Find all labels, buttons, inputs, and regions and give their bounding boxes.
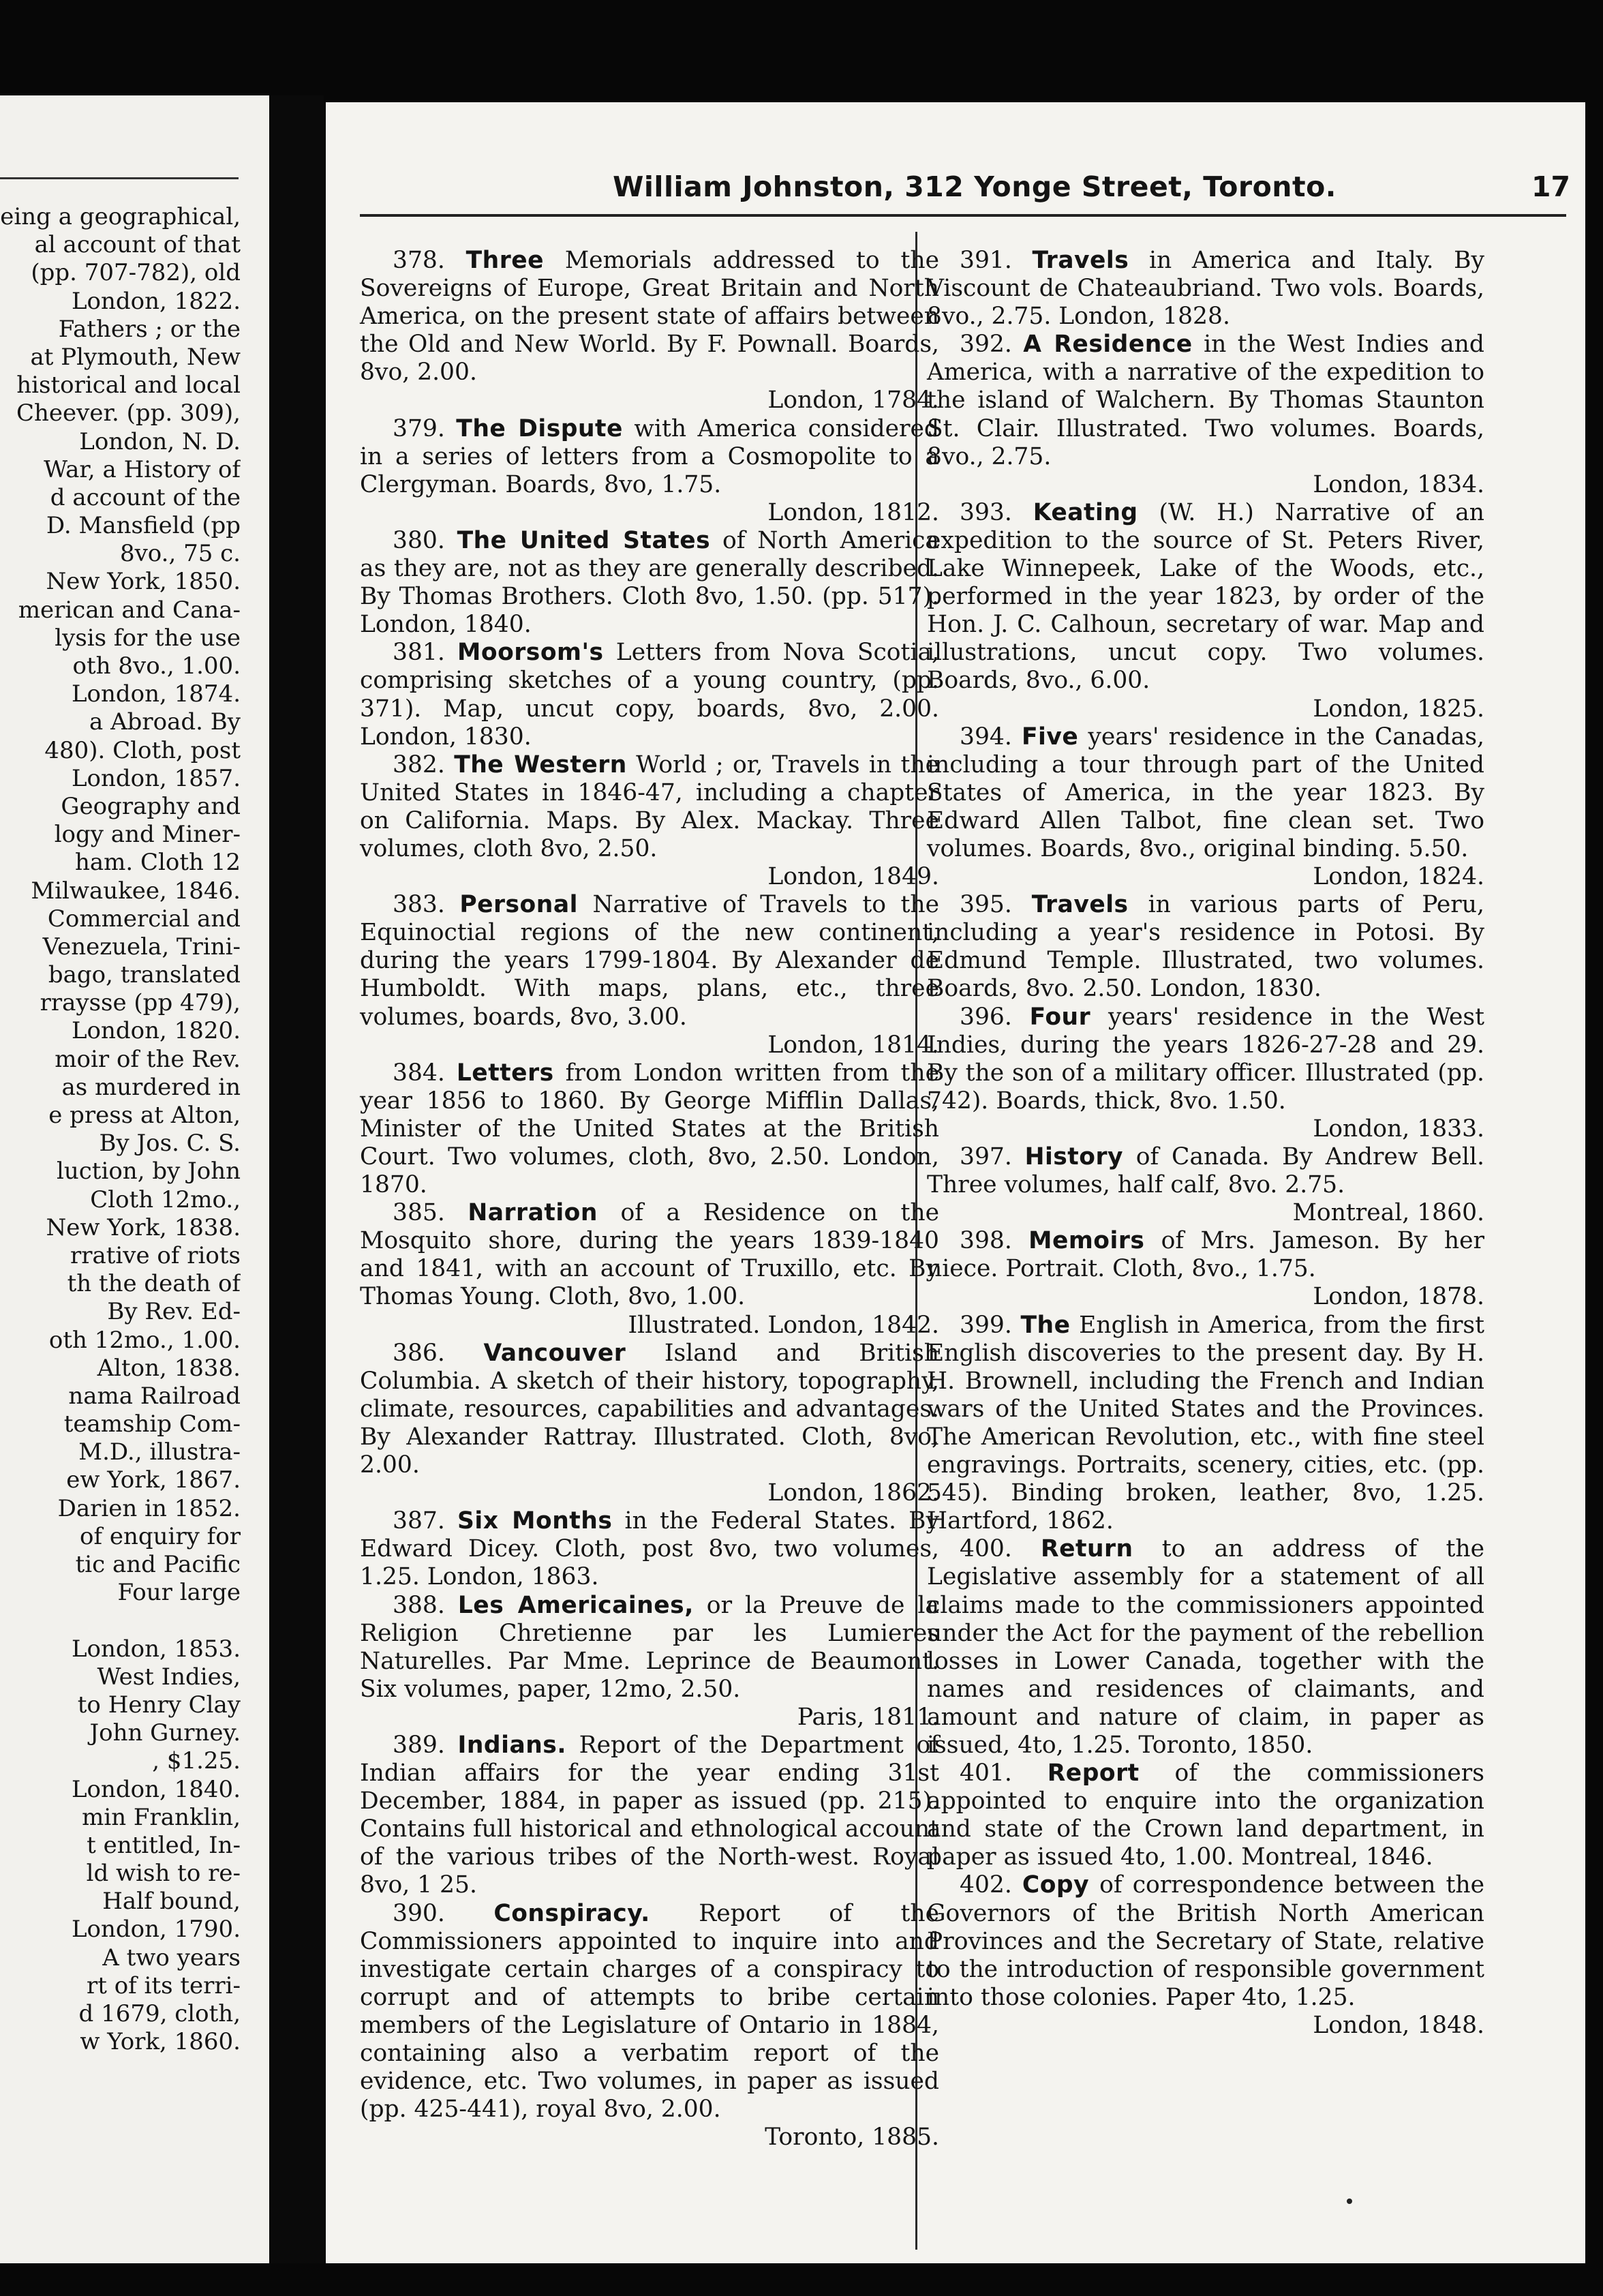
entry-text: years' residence in the West Indies, during the years 1826-27-28 and 29. By the son of a military officer. Illustrated (pp. 742). Boards, thick, 8vo. 1.50. <box>927 1003 1484 1115</box>
entry-text: Island and British Columbia. A sketch of their history, topography, climate, resources, capabilities and advantages. By Alexander Rattray. Illustrated. Cloth, 8vo, 2.00. <box>360 1339 939 1479</box>
facing-page-line: Milwaukee, 1846. <box>31 877 241 905</box>
entry-keyword: Six Months <box>457 1507 613 1535</box>
catalogue-entry <box>927 891 1484 1003</box>
facing-page-line: D. Mansfield (pp <box>46 512 241 540</box>
entry-text: of North America as they are, not as they are generally described. By Thomas Brothers. Cloth 8vo, 1.50. (pp. 517). London, 1840. <box>360 526 939 639</box>
page-number: 17 <box>1531 170 1570 203</box>
entry-text: English in America, from the first English discoveries to the present day. By H. H. Brownell, including the French and Indian wars of the United States and the Provinces. The American Revolution, etc., with fine steel engravings. Portraits, scenery, cities, etc. (pp. 545). Binding broken, leather, 8vo, 1.25. Hartford, 1862. <box>927 1311 1484 1535</box>
entry-number: 389. <box>393 1731 458 1759</box>
entry-number: 402. <box>960 1871 1022 1899</box>
entry-imprint: Illustrated. London, 1842. <box>628 1311 939 1339</box>
facing-page-line: (pp. 707-782), old <box>31 259 241 287</box>
facing-page-line: London, 1790. <box>71 1916 241 1944</box>
entry-keyword: Travels <box>1031 891 1129 919</box>
entry-keyword: Les Americaines, <box>457 1591 694 1619</box>
entry-keyword: Three <box>465 247 545 274</box>
entry-keyword: The <box>1020 1311 1071 1339</box>
facing-page-line: Cloth 12mo., <box>90 1185 241 1213</box>
catalogue-entry <box>360 1199 939 1339</box>
catalogue-entry <box>927 723 1484 892</box>
entry-number: 381. <box>393 639 458 667</box>
entry-number: 379. <box>393 414 457 442</box>
facing-page-line: Commercial and <box>47 905 241 933</box>
entry-keyword: Letters <box>456 1059 554 1087</box>
facing-page-line: London, 1874. <box>71 680 241 708</box>
entry-number: 387. <box>393 1507 458 1535</box>
facing-page-line: Darien in 1852. <box>57 1494 241 1522</box>
entry-keyword: The United States <box>457 526 711 554</box>
facing-page-line: teamship Com- <box>63 1410 241 1438</box>
facing-page-fragment <box>0 95 269 2263</box>
facing-page-line: ld wish to re- <box>86 1860 241 1888</box>
catalogue-entry <box>927 1003 1484 1143</box>
facing-page-line: Venezuela, Trini- <box>42 933 241 961</box>
facing-page-line: London, 1840. <box>71 1775 241 1803</box>
facing-page-line: luction, by John <box>56 1158 241 1185</box>
entry-imprint: London, 1824. <box>1313 863 1484 891</box>
catalogue-entry <box>360 415 939 527</box>
facing-page-line: t entitled, In- <box>87 1831 241 1859</box>
facing-page-line: as murdered in <box>61 1073 241 1101</box>
entry-imprint: London, 1834. <box>1313 470 1484 498</box>
facing-page-line: London, 1820. <box>71 1017 241 1045</box>
entry-number: 394. <box>960 723 1022 751</box>
facing-page-line: London, 1853. <box>71 1635 241 1663</box>
entry-imprint: London, 1878. <box>1313 1283 1484 1311</box>
entry-keyword: Report <box>1047 1759 1140 1787</box>
entry-imprint: London, 1812. <box>767 498 939 526</box>
entry-number: 400. <box>960 1535 1041 1563</box>
entry-keyword: Conspiracy. <box>493 1899 650 1927</box>
catalogue-entry <box>927 1535 1484 1759</box>
facing-page-line: al account of that <box>34 231 241 259</box>
catalogue-entry <box>360 1732 939 1900</box>
facing-page-line: Four large <box>117 1579 241 1607</box>
entry-imprint: London, 1849. <box>767 863 939 891</box>
facing-page-line: eing a geographical, <box>0 203 241 230</box>
entry-number: 398. <box>960 1227 1029 1255</box>
facing-page-line: rrative of riots <box>70 1241 241 1269</box>
catalogue-entry <box>360 1900 939 2152</box>
facing-page-line: , $1.25. <box>152 1747 241 1775</box>
entry-keyword: The Dispute <box>456 414 623 442</box>
catalogue-entry <box>360 527 939 639</box>
facing-page-line: rt of its terri- <box>86 1972 241 1999</box>
entry-text: World ; or, Travels in the United States in 1846-47, including a chapter on California. Maps. By Alex. Mackay. Three volumes, cloth 8vo, 2.50. <box>360 751 939 862</box>
running-header <box>326 170 1585 211</box>
facing-page-line: of enquiry for <box>80 1522 241 1550</box>
facing-page-line: ew York, 1867. <box>66 1466 241 1494</box>
catalogue-entry <box>927 1312 1484 1536</box>
entry-imprint: Montreal, 1860. <box>1292 1199 1484 1227</box>
facing-page-line: John Gurney. <box>89 1719 241 1747</box>
facing-page-line: e press at Alton, <box>48 1102 241 1129</box>
facing-page-line: 8vo., 75 c. <box>119 540 241 568</box>
facing-page-line: Fathers ; or the <box>58 315 241 343</box>
facing-page-line: London, 1857. <box>71 764 241 792</box>
facing-page-line: West Indies, <box>97 1663 241 1691</box>
entry-keyword: Return <box>1041 1535 1133 1563</box>
entry-text: of Canada. By Andrew Bell. Three volumes, half calf, 8vo. 2.75. <box>927 1143 1484 1199</box>
entry-number: 399. <box>960 1311 1021 1339</box>
entry-number: 382. <box>393 751 455 779</box>
facing-page-line: nama Railroad <box>68 1382 241 1410</box>
entry-imprint: London, 1814. <box>767 1031 939 1059</box>
catalogue-entry <box>360 891 939 1059</box>
entry-text: from London written from the year 1856 to 1860. By George Mifflin Dallas, Minister of the United States at the British Court. Two volumes, cloth, 8vo, 2.50. London, 1870. <box>360 1059 939 1199</box>
entry-text: Report of the Department of Indian affairs for the year ending 31st December, 1884, in paper as issued (pp. 215). Contains full historical and ethnological account of the various tribes of the North-west. Royal 8vo, 1 25. <box>360 1731 939 1899</box>
page-mark <box>1347 2199 1352 2204</box>
entry-imprint: London, 1825. <box>1313 695 1484 723</box>
facing-page-line: logy and Miner- <box>54 821 241 849</box>
entry-imprint: Toronto, 1885. <box>765 2124 939 2151</box>
entry-keyword: Narration <box>468 1199 598 1227</box>
entry-number: 388. <box>393 1591 458 1619</box>
entry-keyword: History <box>1024 1143 1124 1170</box>
entry-text: of Mrs. Jameson. By her niece. Portrait. Cloth, 8vo., 1.75. <box>927 1227 1484 1283</box>
catalogue-entry <box>360 751 939 891</box>
entry-number: 386. <box>393 1339 484 1367</box>
facing-page-line: moir of the Rev. <box>55 1045 241 1073</box>
entry-text: of the commissioners appointed to enquire into the organization and state of the Crown land department, in paper as issued 4to, 1.00. Montreal, 1846. <box>927 1759 1484 1871</box>
entry-text: (W. H.) Narrative of an expedition to the source of St. Peters River, Lake Winnepeek, Lake of the Woods, etc., performed in the year 1823, by order of the Hon. J. C. Calhoun, secretary of war. Map and illustrations, uncut copy. Two volumes. Boards, 8vo., 6.00. <box>927 498 1484 695</box>
entry-text: of correspondence between the Governors of the British North American Provinces and the Secretary of State, relative to the introduction of responsible government into those colonies. Paper 4to, 1.25. <box>927 1871 1484 2011</box>
entry-number: 395. <box>960 891 1032 919</box>
facing-page-line: London, 1822. <box>71 287 241 315</box>
facing-page-line: historical and local <box>16 372 241 399</box>
facing-page-line: d account of the <box>50 483 241 511</box>
facing-page-line: w York, 1860. <box>80 2028 241 2056</box>
facing-page-line: Geography and <box>61 792 241 820</box>
entry-keyword: A Residence <box>1023 331 1193 359</box>
catalogue-entry <box>360 1507 939 1591</box>
entry-keyword: Vancouver <box>483 1339 626 1367</box>
facing-page-line: d 1679, cloth, <box>78 2000 241 2027</box>
facing-page-line <box>0 1607 241 1635</box>
entry-text: of a Residence on the Mosquito shore, during the years 1839-1840 and 1841, with an account of Truxillo, etc. By Thomas Young. Cloth, 8vo, 1.00. <box>360 1199 939 1311</box>
entry-imprint: Paris, 1811. <box>797 1703 939 1731</box>
facing-page-line: Cheever. (pp. 309), <box>16 399 241 427</box>
entry-text: with America considered in a series of letters from a Cosmopolite to a Clergyman. Boards, 8vo, 1.75. <box>360 414 939 498</box>
entry-number: 380. <box>393 526 457 554</box>
facing-page-line: London, N. D. <box>79 427 241 455</box>
entry-number: 393. <box>960 498 1033 526</box>
facing-page-line: War, a History of <box>44 455 241 483</box>
catalogue-entry <box>360 247 939 415</box>
facing-page-line: New York, 1850. <box>46 568 241 596</box>
facing-page-line: A two years <box>102 1944 241 1972</box>
entry-keyword: Keating <box>1033 498 1138 526</box>
header-rule <box>360 214 1566 217</box>
facing-page-line: By Rev. Ed- <box>107 1298 241 1326</box>
facing-page-line: oth 12mo., 1.00. <box>48 1326 241 1354</box>
facing-page-text <box>0 203 241 2056</box>
entry-text: Memorials addressed to the Sovereigns of Europe, Great Britain and North America, on the present state of affairs between the Old and New World. By F. Pownall. Boards, 8vo, 2.00. <box>360 247 939 387</box>
facing-page-line: M.D., illustra- <box>78 1438 241 1466</box>
entry-number: 384. <box>393 1059 457 1087</box>
catalogue-entry <box>927 1143 1484 1227</box>
entry-text: in various parts of Peru, including a year's residence in Potosi. By Edmund Temple. Illustrated, two volumes. Boards, 8vo. 2.50. London, 1830. <box>927 891 1484 1003</box>
entry-number: 401. <box>960 1759 1048 1787</box>
entry-number: 385. <box>393 1199 468 1227</box>
entry-keyword: Copy <box>1022 1871 1090 1899</box>
entry-keyword: Travels <box>1032 247 1129 274</box>
entry-imprint: London, 1784. <box>767 387 939 414</box>
catalogue-page <box>326 102 1585 2263</box>
entry-keyword: Indians. <box>457 1731 566 1759</box>
book-gutter <box>269 95 324 2263</box>
facing-page-line: at Plymouth, New <box>30 343 241 371</box>
entry-text: to an address of the Legislative assembly for a statement of all claims made to the commissioners appointed under the Act for the payment of the rebellion losses in Lower Canada, together with the names and residences of claimants, and amount and nature of claim, in paper as issued, 4to, 1.25. Toronto, 1850. <box>927 1535 1484 1759</box>
facing-page-line: oth 8vo., 1.00. <box>72 652 241 680</box>
catalogue-entry <box>360 1059 939 1199</box>
catalogue-entry <box>927 1759 1484 1871</box>
column-left <box>360 247 939 2151</box>
entry-number: 396. <box>960 1003 1030 1031</box>
catalogue-entry <box>927 1871 1484 2040</box>
catalogue-entry <box>360 1592 939 1732</box>
entry-number: 392. <box>960 331 1024 359</box>
facing-page-line: Alton, 1838. <box>97 1354 241 1382</box>
facing-page-line: min Franklin, <box>82 1803 241 1831</box>
facing-page-line: bago, translated <box>48 961 241 989</box>
entry-imprint: London, 1848. <box>1313 2011 1484 2039</box>
entry-keyword: Personal <box>459 891 578 919</box>
entry-keyword: Moorsom's <box>457 639 604 667</box>
entry-text: Narrative of Travels to the Equinoctial regions of the new continent, during the years 1799-1804. By Alexander de Humboldt. With maps, plans, etc., three volumes, boards, 8vo, 3.00. <box>360 891 939 1031</box>
entry-number: 383. <box>393 891 460 919</box>
entry-text: or la Preuve de la Religion Chretienne par les Lumieres Naturelles. Par Mme. Leprince de Beaumont. Six volumes, paper, 12mo, 2.50. <box>360 1591 939 1703</box>
catalogue-entry <box>360 639 939 751</box>
entry-number: 397. <box>960 1143 1025 1170</box>
facing-page-line: th the death of <box>67 1270 241 1298</box>
entry-text: Report of the Commissioners appointed to inquire into and investigate certain charges of a conspiracy to corrupt and of attempts to bribe certain members of the Legislature of Ontario in 1884, containing also a verbatim report of the evidence, etc. Two volumes, in paper as issued (pp. 425-441), royal 8vo, 2.00. <box>360 1899 939 2124</box>
facing-page-line: to Henry Clay <box>77 1691 241 1719</box>
facing-page-line: tic and Pacific <box>75 1551 241 1578</box>
facing-page-line: By Jos. C. S. <box>99 1130 241 1158</box>
catalogue-entry <box>927 499 1484 723</box>
entry-text: Letters from Nova Scotia, comprising sketches of a young country, (pp. 371). Map, uncut copy, boards, 8vo, 2.00. London, 1830. <box>360 639 939 751</box>
catalogue-entry <box>927 247 1484 331</box>
entry-imprint: London, 1862. <box>767 1479 939 1507</box>
facing-page-line: Half bound, <box>102 1888 241 1916</box>
facing-page-line: 480). Cloth, post <box>44 736 241 764</box>
facing-page-line: merican and Cana- <box>18 596 241 624</box>
column-right <box>927 247 1484 2040</box>
facing-page-line: lysis for the use <box>55 624 241 652</box>
facing-page-line: ham. Cloth 12 <box>74 849 241 877</box>
catalogue-entry <box>927 331 1484 499</box>
facing-page-rule <box>0 177 239 179</box>
entry-number: 378. <box>393 247 466 274</box>
facing-page-line: a Abroad. By <box>89 708 241 736</box>
entry-text: in the West Indies and America, with a narrative of the expedition to the island of Walchern. By Thomas Staunton St. Clair. Illustrated. Two volumes. Boards, 8vo., 2.75. <box>927 331 1484 470</box>
facing-page-line: rraysse (pp 479), <box>40 989 241 1017</box>
entry-number: 390. <box>393 1899 494 1927</box>
entry-keyword: Four <box>1029 1003 1091 1031</box>
entry-keyword: The Western <box>454 751 627 779</box>
entry-imprint: London, 1833. <box>1313 1115 1484 1143</box>
entry-text: in the Federal States. By Edward Dicey. Cloth, post 8vo, two volumes, 1.25. London, 1863. <box>360 1507 939 1591</box>
entry-number: 391. <box>960 247 1033 274</box>
catalogue-entry <box>927 1227 1484 1311</box>
entry-keyword: Memoirs <box>1028 1227 1145 1255</box>
facing-page-line: New York, 1838. <box>46 1213 241 1241</box>
header-title: William Johnston, 312 Yonge Street, Toronto. <box>613 170 1337 203</box>
entry-text: years' residence in the Canadas, including a tour through part of the United States of America, in the year 1823. By Edward Allen Talbot, fine clean set. Two volumes. Boards, 8vo., original binding. 5.50. <box>927 723 1484 862</box>
entry-keyword: Five <box>1021 723 1079 751</box>
entry-text: in America and Italy. By Viscount de Chateaubriand. Two vols. Boards, 8vo., 2.75. London, 1828. <box>927 247 1484 331</box>
catalogue-entry <box>360 1340 939 1508</box>
